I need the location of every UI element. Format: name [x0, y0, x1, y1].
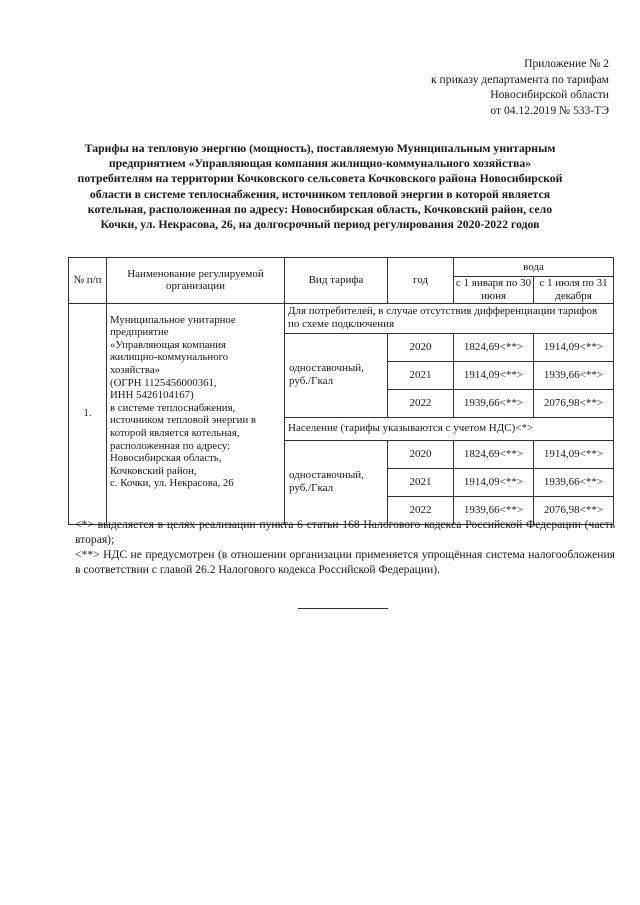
footnotes: [75, 517, 615, 577]
org-line: которой является котельная,: [110, 426, 240, 439]
org-line: жилищно-коммунального: [110, 351, 229, 364]
tariff-value: 1939,66<**>: [534, 361, 614, 389]
org-line: источником тепловой энергии в: [110, 414, 257, 427]
org-line: (ОГРН 1125456000361,: [110, 376, 217, 389]
tariff-value: 1914,09<**>: [454, 468, 534, 496]
tariff-value: 1939,66<**>: [454, 389, 534, 417]
year-cell: 2021: [388, 468, 454, 496]
tariff-value: 1939,66<**>: [534, 468, 614, 496]
org-line: с. Кочки, ул. Некрасова, 26: [110, 477, 234, 490]
section-label: Для потребителей, в случае отсутствия дифференциации тарифов по схеме подключения: [285, 303, 614, 333]
header-tariff-type: Вид тарифа: [285, 258, 388, 304]
header-period-1: с 1 января по 30 июня: [454, 277, 534, 304]
header-year: год: [388, 258, 454, 304]
appendix-line: Приложение № 2: [524, 57, 609, 70]
org-line: хозяйства»: [110, 363, 161, 376]
closing-rule: [298, 608, 388, 609]
year-cell: 2022: [388, 389, 454, 417]
footnote-vat-allocated: <*> выделяется в целях реализации пункта 6 статьи 168 Налогового кодекса Российской Федерации (часть вторая);: [75, 518, 615, 546]
tariff-value: 1914,09<**>: [534, 333, 614, 361]
document-title: Тарифы на тепловую энергию (мощность), поставляемую Муниципальным унитарным предприятием «Управляющая компания жилищно-коммунального хозяйства» потребителям на территории Кочковского сельсовета Кочковского района Новосибирской области в системе теплоснабжения, источником тепловой энергии в которой является котельная, расположенная по адресу: Новосибирская область, Кочковский район, село Кочки, ул. Некрасова, 26, на долгосрочный период регулирования 2020-2022 годов: [77, 141, 563, 232]
year-cell: 2020: [388, 333, 454, 361]
tariff-value: 2076,98<**>: [534, 496, 614, 524]
org-line: расположенная по адресу:: [110, 439, 231, 452]
year-cell: 2021: [388, 361, 454, 389]
tariff-value: 2076,98<**>: [534, 389, 614, 417]
section-label: Население (тарифы указываются с учетом НДС)<*>: [285, 417, 614, 440]
header-num: № п/п: [69, 258, 107, 304]
org-line: Кочковский район,: [110, 464, 197, 477]
org-line: в системе теплоснабжения,: [110, 401, 236, 414]
org-line: Новосибирская область,: [110, 452, 222, 465]
org-line: Муниципальное унитарное: [110, 313, 236, 326]
year-cell: 2020: [388, 440, 454, 468]
tariff-value: 1939,66<**>: [454, 496, 534, 524]
header-organization: Наименование регулируемой организации: [107, 258, 285, 304]
appendix-header: [431, 56, 609, 118]
tariff-type-cell: одноставочный, руб./Гкал: [285, 333, 388, 417]
appendix-line: к приказу департамента по тарифам: [431, 72, 609, 86]
header-water: вода: [454, 258, 614, 277]
org-line: «Управляющая компания: [110, 338, 227, 351]
header-period-2: с 1 июля по 31 декабря: [534, 277, 614, 304]
appendix-line: от 04.12.2019 № 533-ТЭ: [490, 103, 609, 117]
organization-cell: [107, 303, 285, 524]
tariff-value: 1914,09<**>: [454, 361, 534, 389]
tariff-value: 1824,69<**>: [454, 440, 534, 468]
tariff-value: 1824,69<**>: [454, 333, 534, 361]
tariff-table: [68, 257, 614, 525]
row-number: 1.: [69, 303, 107, 524]
org-line: ИНН 5426104167): [110, 389, 194, 402]
tariff-value: 1914,09<**>: [534, 440, 614, 468]
tariff-type-cell: одноставочный, руб./Гкал: [285, 440, 388, 524]
org-line: предприятие: [110, 326, 169, 339]
appendix-line: Новосибирской области: [490, 88, 609, 102]
footnote-vat-not-applied: <**> НДС не предусмотрен (в отношении организации применяется упрощённая система налогообложения в соответствии с главой 26.2 Налогового кодекса Российской Федерации).: [75, 548, 615, 576]
year-cell: 2022: [388, 496, 454, 524]
